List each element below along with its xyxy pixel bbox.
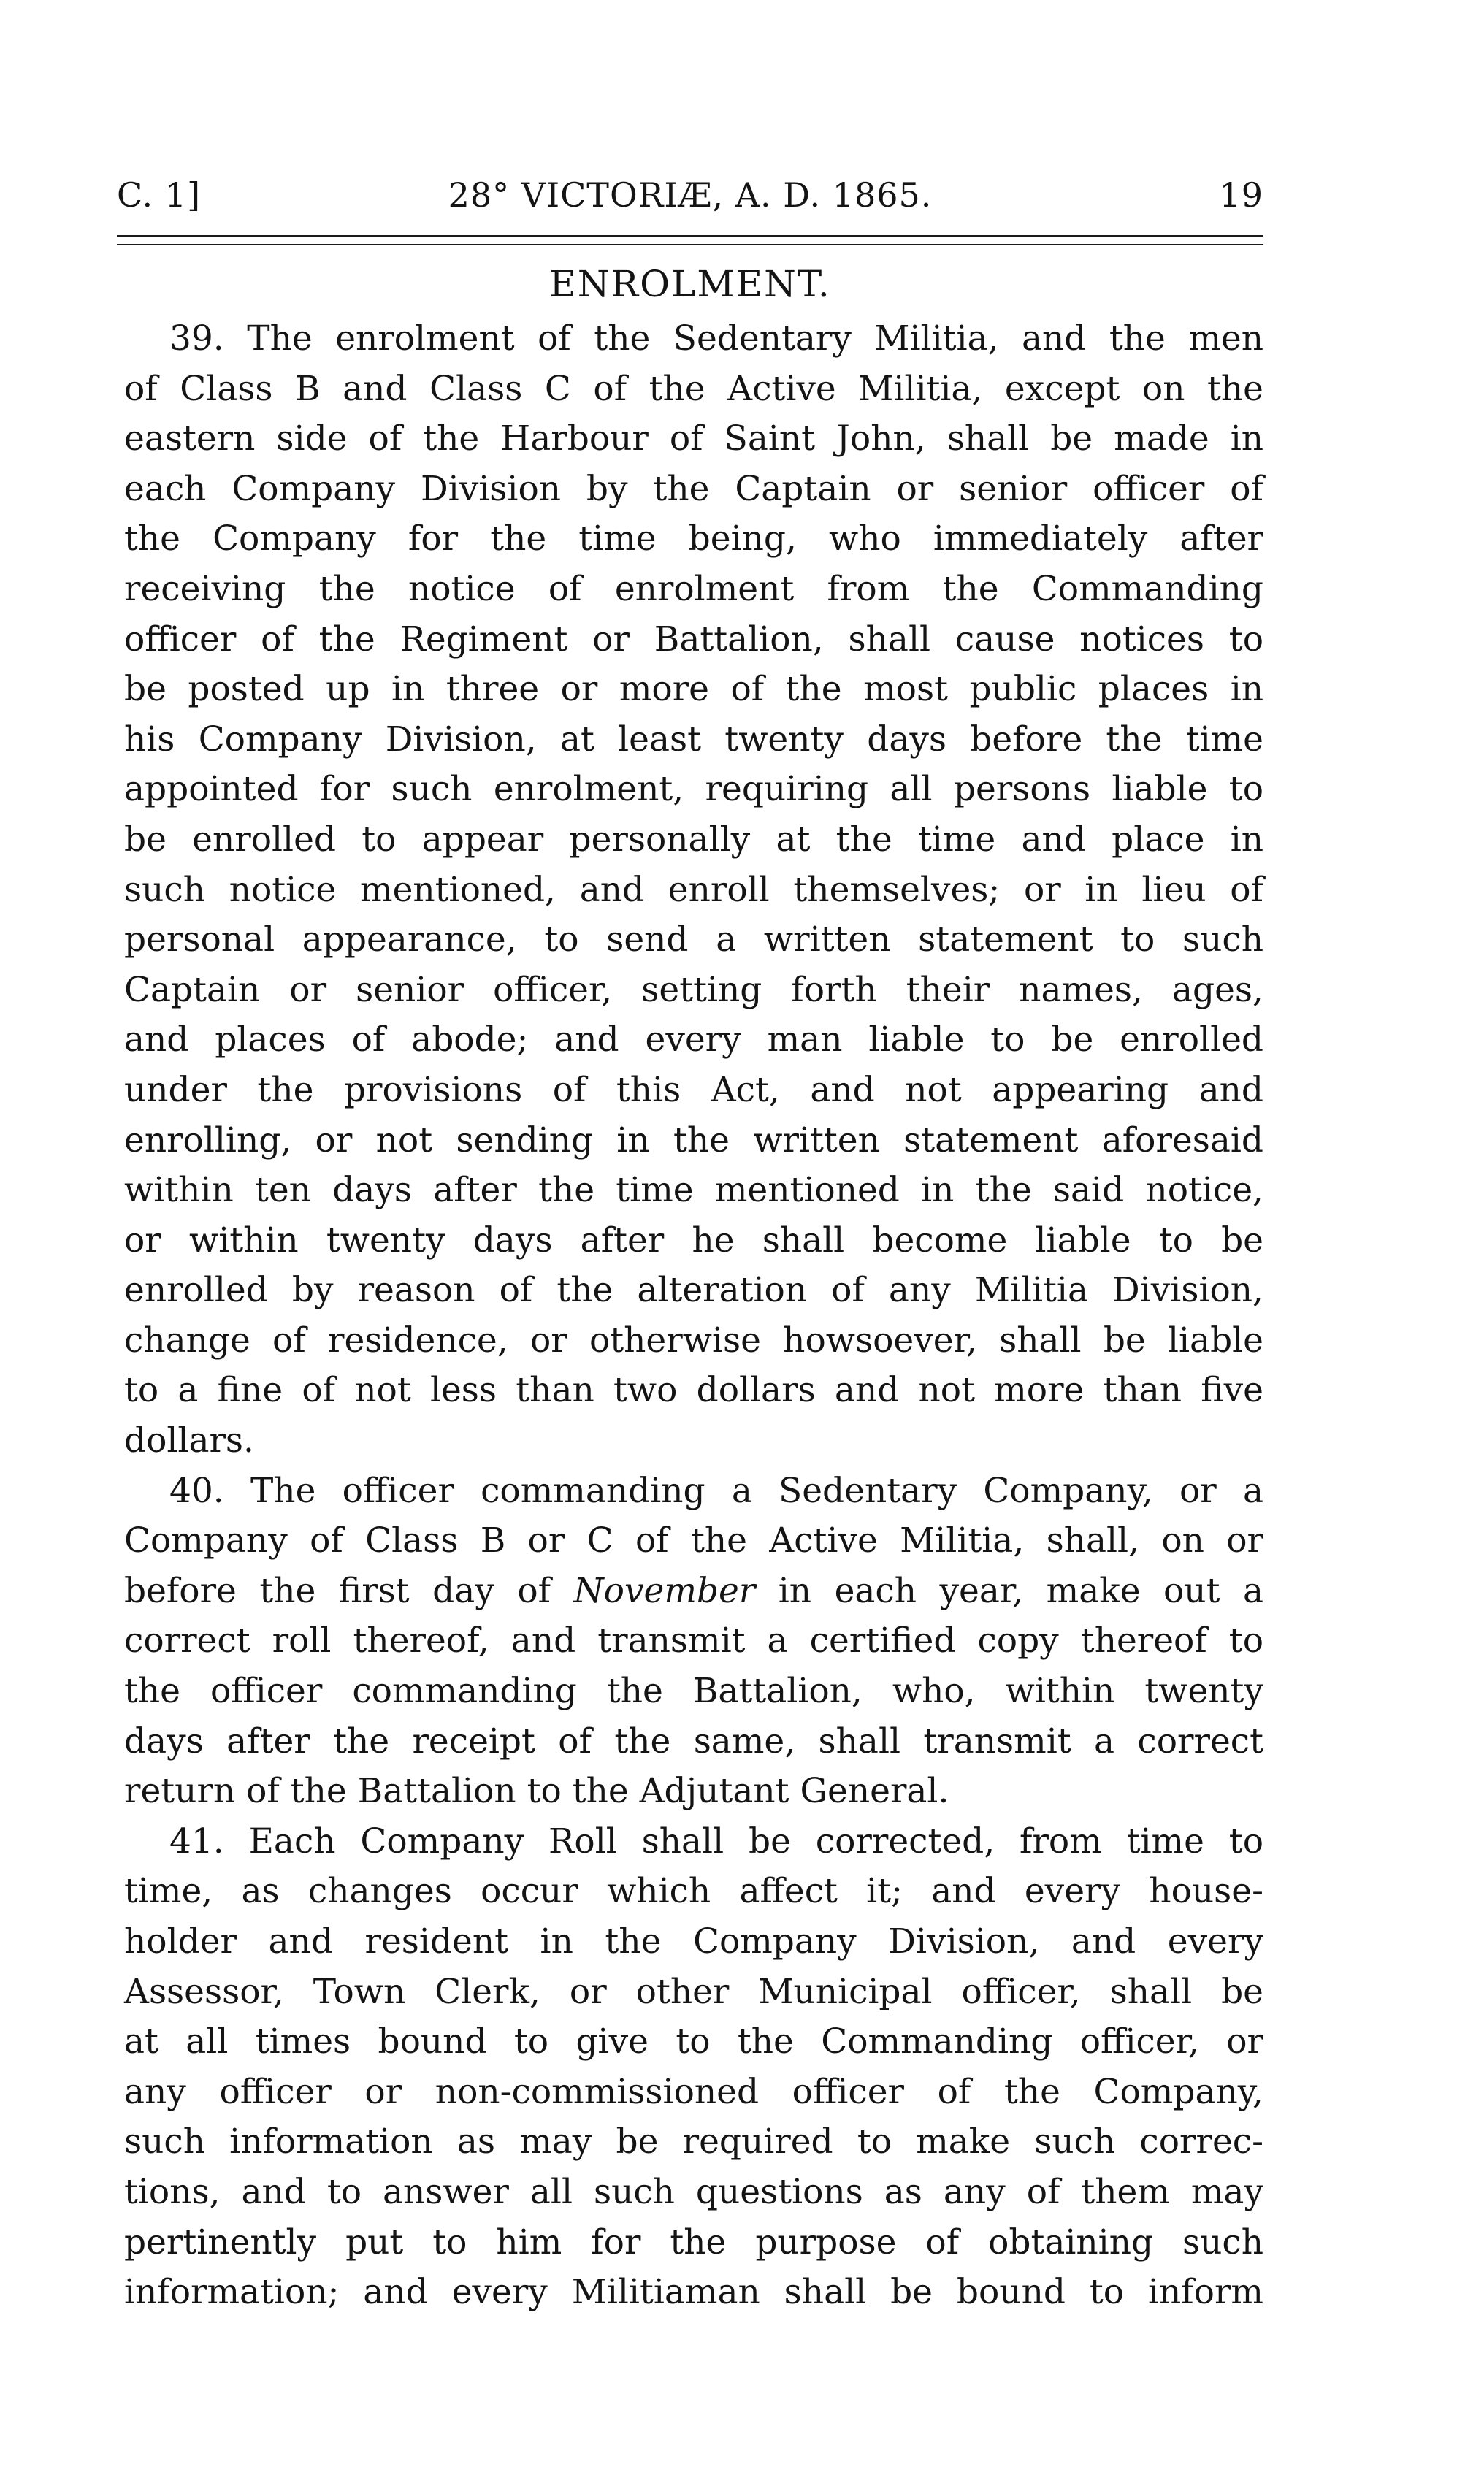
text-line: under the provisions of this Act, and not appearing and [124,1069,1263,1110]
text-line: 39. The enrolment of the Sedentary Militia, and the men [169,318,1263,359]
text-line: change of residence, or otherwise howsoever, shall be liable [124,1320,1263,1361]
paragraph-39 [124,314,1263,1466]
running-header [117,175,1263,226]
text-line: be posted up in three or more of the most public places in [124,669,1263,710]
text-line: eastern side of the Harbour of Saint John, shall be made in [124,418,1263,459]
text-line: be enrolled to appear personally at the time and place in [124,819,1263,860]
text-line: such information as may be required to make such correc- [124,2122,1263,2162]
text-line: days after the receipt of the same, shall transmit a correct [124,1721,1263,1761]
chapter-label: C. 1] [117,175,202,215]
text-line: his Company Division, at least twenty days before the time [124,719,1263,760]
text-line: to a fine of not less than two dollars and not more than five [124,1370,1263,1411]
paragraph-40 [124,1466,1263,1817]
body-text [124,314,1263,2318]
text-line: receiving the notice of enrolment from the Commanding [124,568,1263,609]
text-line: pertinently put to him for the purpose of obtaining such [124,2222,1263,2262]
text-line: and places of abode; and every man liable to be enrolled [124,1019,1263,1060]
text-line: each Company Division by the Captain or senior officer of [124,468,1263,509]
text-line: dollars. [124,1420,254,1461]
text-line: officer of the Regiment or Battalion, shall cause notices to [124,619,1263,659]
header-rule-top [117,235,1263,237]
text-line: Assessor, Town Clerk, or other Municipal officer, shall be [124,1971,1263,2012]
text-line: any officer or non-commissioned officer of the Company, [124,2071,1263,2112]
page-number: 19 [1219,175,1263,215]
text-line: of Class B and Class C of the Active Militia, except on the [124,368,1263,409]
text-line: return of the Battalion to the Adjutant General. [124,1771,949,1812]
text-line: enrolling, or not sending in the written statement aforesaid [124,1120,1263,1160]
text-line: at all times bound to give to the Commanding officer, or [124,2021,1263,2062]
text-line: appointed for such enrolment, requiring all persons liable to [124,769,1263,810]
paragraph-41 [124,1817,1263,2318]
text-line: such notice mentioned, and enroll themselves; or in lieu of [124,869,1263,910]
text-line: the Company for the time being, who immediately after [124,519,1263,559]
section-number: 39. [169,318,224,359]
section-number: 41. [169,1821,224,1862]
text-line: 41. Each Company Roll shall be corrected, from time to [169,1821,1263,1862]
text-line: correct roll thereof, and transmit a certified copy thereof to [124,1621,1263,1661]
section-heading: ENROLMENT. [549,263,831,305]
text-line: the officer commanding the Battalion, who, within twenty [124,1671,1263,1712]
text-line: information; and every Militiaman shall be bound to inform [124,2272,1263,2313]
text-line: personal appearance, to send a written statement to such [124,919,1263,960]
month-name: November [573,1570,756,1611]
text-line: within ten days after the time mentioned in the said notice, [124,1170,1263,1211]
text-line: Captain or senior officer, setting forth their names, ages, [124,969,1263,1010]
header-title: 28° VICTORIÆ, A. D. 1865. [448,175,933,215]
text-line: holder and resident in the Company Division, and every [124,1921,1263,1962]
text-line: Company of Class B or C of the Active Militia, shall, on or [124,1520,1263,1561]
text-line: tions, and to answer all such questions as any of them may [124,2171,1263,2212]
text-line: 40. The officer commanding a Sedentary Company, or a [169,1470,1263,1511]
text-line: or within twenty days after he shall become liable to be [124,1220,1263,1260]
header-rule-bottom [117,244,1263,245]
section-number: 40. [169,1470,224,1511]
text-line: before the first day of November in each year, make out a [124,1570,1263,1611]
text-line: enrolled by reason of the alteration of any Militia Division, [124,1270,1263,1311]
text-line: time, as changes occur which affect it; and every house- [124,1871,1263,1912]
